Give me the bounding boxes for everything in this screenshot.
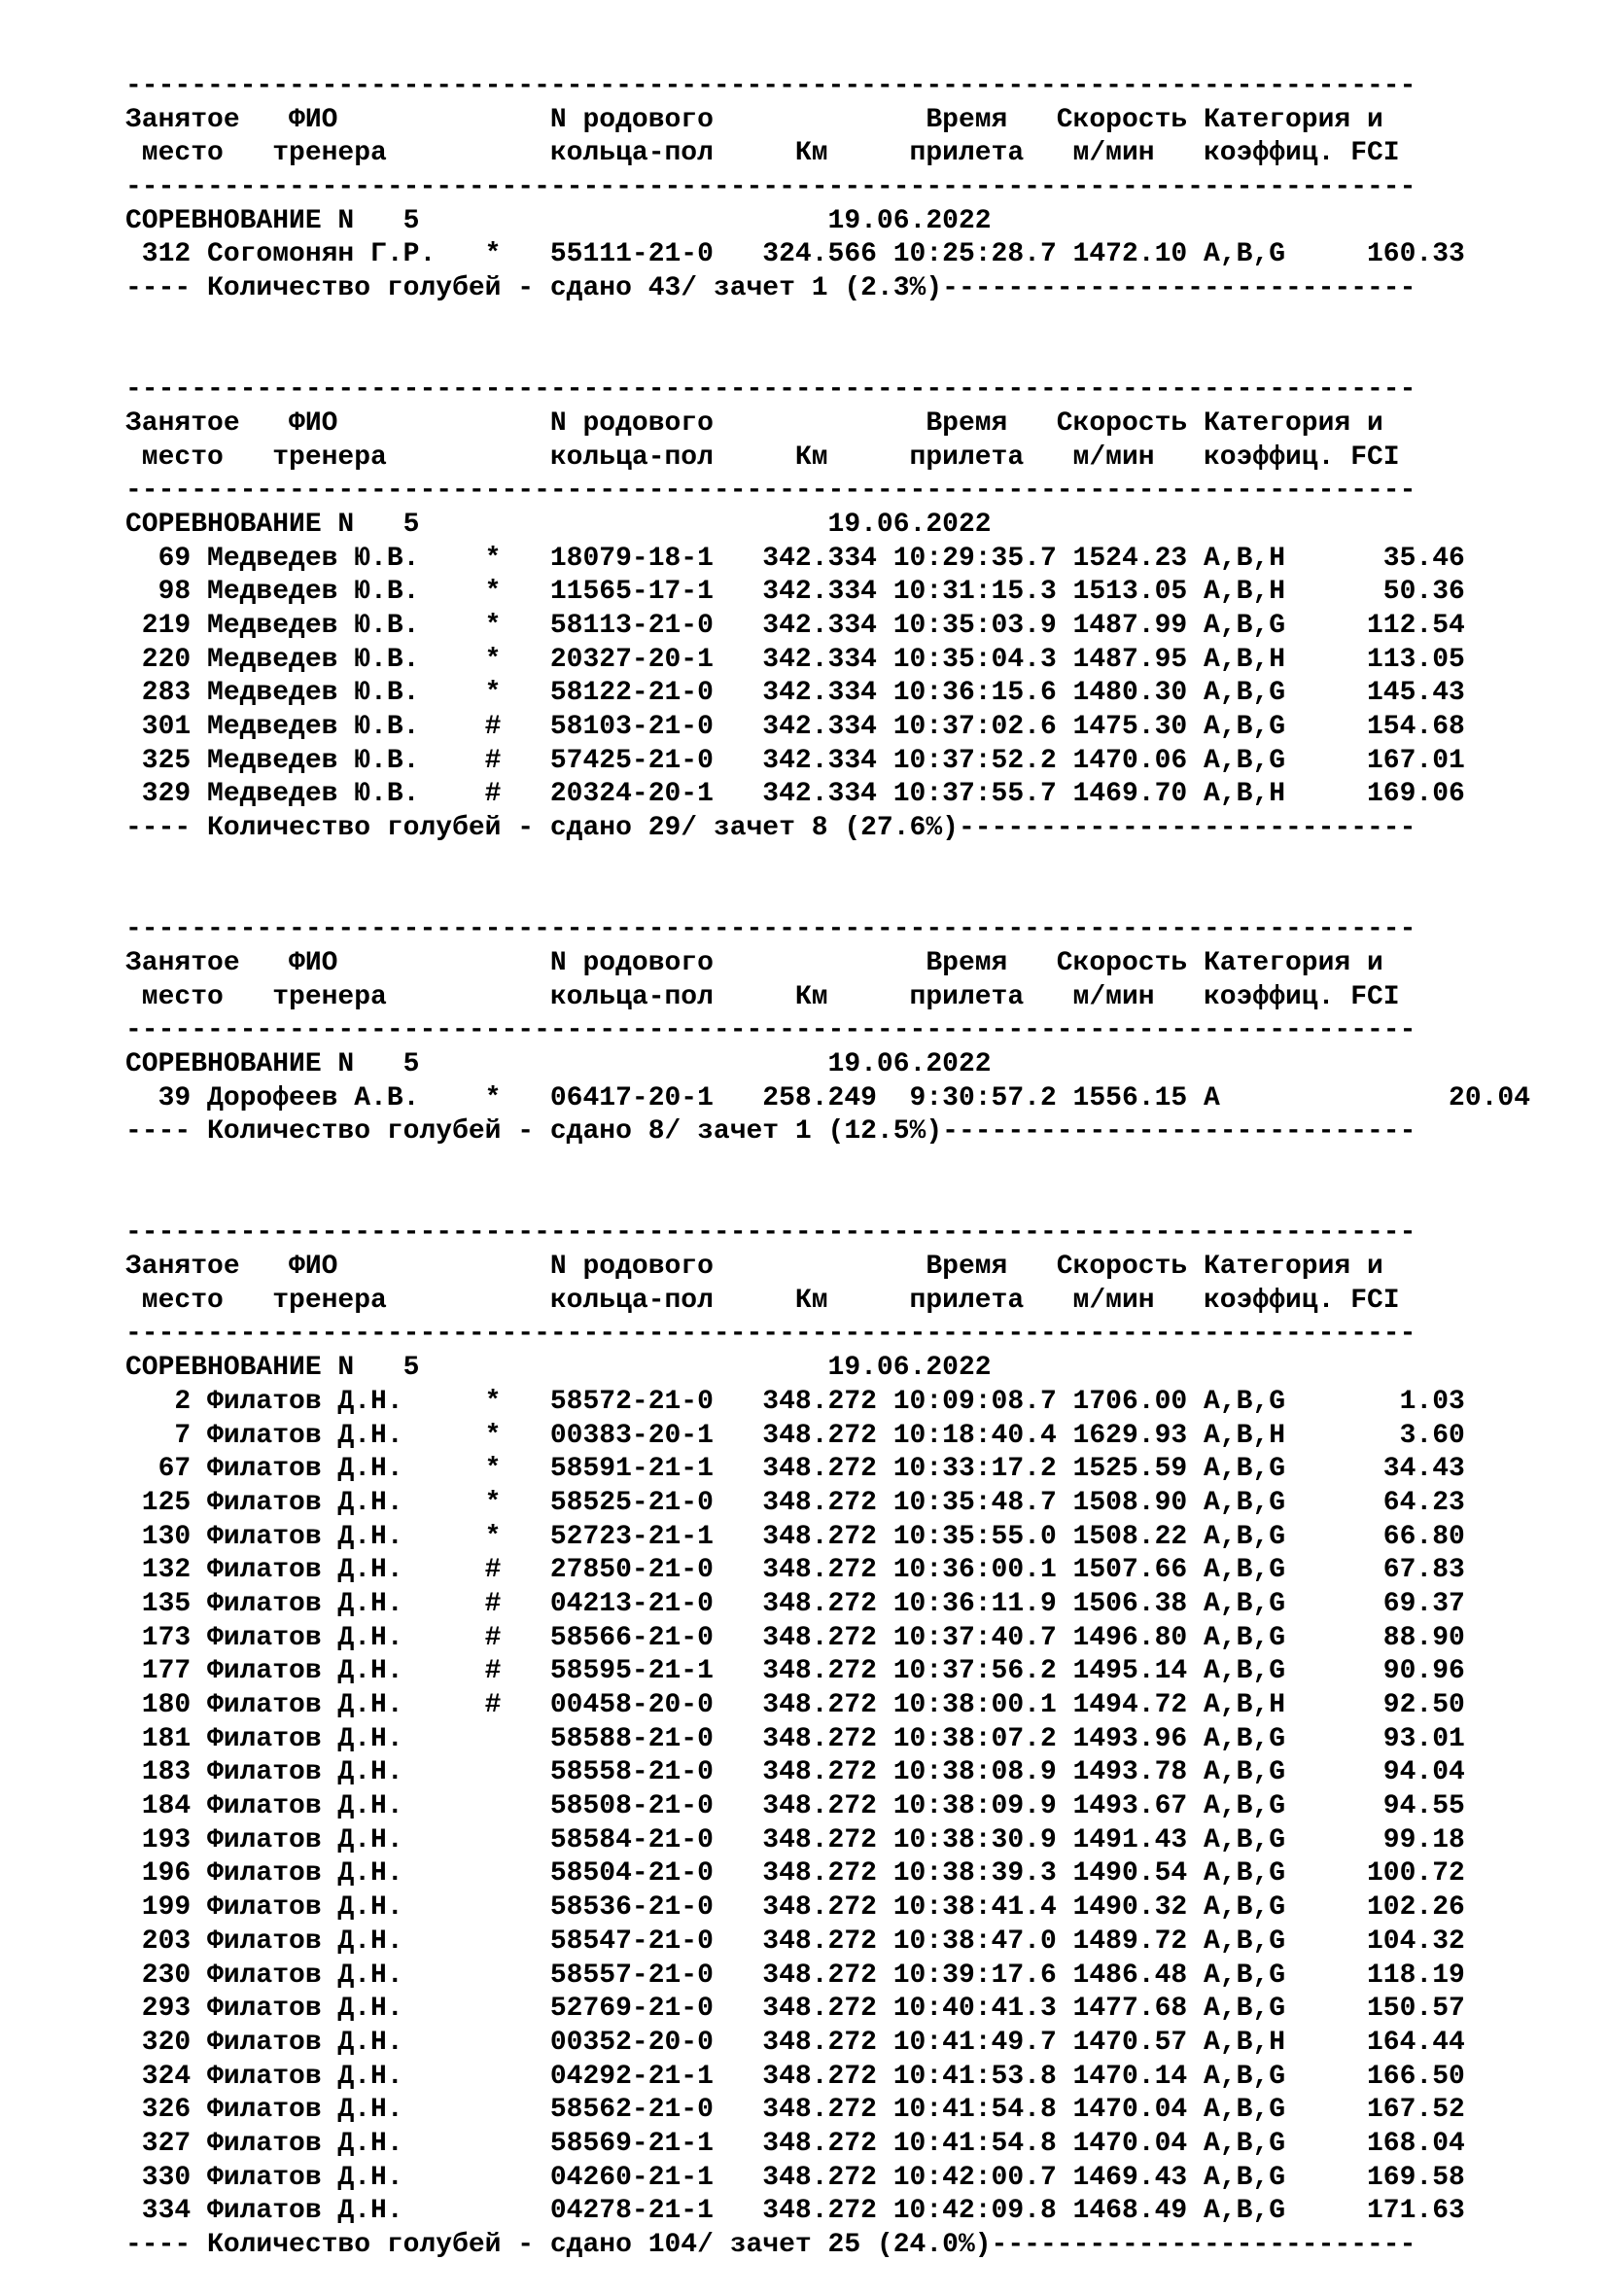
competition-title: СОРЕВНОВАНИЕ N 5 19.06.2022 [125, 509, 992, 540]
column-header-line-2: место тренера кольца-пол Км прилета м/мин коэффиц. FCI [125, 138, 1400, 169]
spacer [125, 2263, 1530, 2296]
result-row: 220 Медведев Ю.В. * 20327-20-1 342.334 10:35:04.3 1487.95 A,B,H 113.05 [125, 644, 1465, 675]
result-row: 130 Филатов Д.Н. * 52723-21-1 348.272 10:35:55.0 1508.22 A,B,G 66.80 [125, 1521, 1465, 1552]
result-row: 132 Филатов Д.Н. # 27850-21-0 348.272 10:36:00.1 1507.66 A,B,G 67.83 [125, 1555, 1465, 1586]
column-header-line-1: Занятое ФИО N родового Время Скорость Категория и [125, 407, 1383, 439]
result-row: 334 Филатов Д.Н. 04278-21-1 348.272 10:42:09.8 1468.49 A,B,G 171.63 [125, 2196, 1465, 2227]
result-row: 125 Филатов Д.Н. * 58525-21-0 348.272 10:35:48.7 1508.90 A,B,G 64.23 [125, 1487, 1465, 1518]
result-row: 2 Филатов Д.Н. * 58572-21-0 348.272 10:09:08.7 1706.00 A,B,G 1.03 [125, 1386, 1465, 1417]
result-row: 196 Филатов Д.Н. 58504-21-0 348.272 10:38:39.3 1490.54 A,B,G 100.72 [125, 1858, 1465, 1890]
result-row: 98 Медведев Ю.В. * 11565-17-1 342.334 10:31:15.3 1513.05 A,B,H 50.36 [125, 577, 1465, 608]
column-header-line-1: Занятое ФИО N родового Время Скорость Категория и [125, 104, 1383, 135]
result-row: 326 Филатов Д.Н. 58562-21-0 348.272 10:41:54.8 1470.04 A,B,G 167.52 [125, 2095, 1465, 2126]
competition-title: СОРЕВНОВАНИЕ N 5 19.06.2022 [125, 1353, 992, 1384]
spacer [125, 1149, 1530, 1183]
section-summary: ---- Количество голубей - сдано 104/ зачет 25 (24.0%)-------------------------- [125, 2230, 1416, 2260]
result-row: 329 Медведев Ю.В. # 20324-20-1 342.334 10:37:55.7 1469.70 A,B,H 169.06 [125, 779, 1465, 810]
result-row: 181 Филатов Д.Н. 58588-21-0 348.272 10:38:07.2 1493.96 A,B,G 93.01 [125, 1723, 1465, 1754]
result-row: 69 Медведев Ю.В. * 18079-18-1 342.334 10:29:35.7 1524.23 A,B,H 35.46 [125, 543, 1465, 574]
header-rule: ------------------------------------------------------------------------------- [125, 1218, 1416, 1249]
spacer [125, 306, 1530, 340]
header-rule: ------------------------------------------------------------------------------- [125, 71, 1416, 101]
section-summary: ---- Количество голубей - сдано 43/ зачет 1 (2.3%)----------------------------- [125, 273, 1416, 304]
column-header-line-1: Занятое ФИО N родового Время Скорость Категория и [125, 947, 1383, 978]
result-row: 173 Филатов Д.Н. # 58566-21-0 348.272 10:37:40.7 1496.80 A,B,G 88.90 [125, 1622, 1465, 1653]
result-row: 183 Филатов Д.Н. 58558-21-0 348.272 10:38:08.9 1493.78 A,B,G 94.04 [125, 1757, 1465, 1788]
section-summary: ---- Количество голубей - сдано 8/ зачет 1 (12.5%)----------------------------- [125, 1116, 1416, 1148]
result-row: 230 Филатов Д.Н. 58557-21-0 348.272 10:39:17.6 1486.48 A,B,G 118.19 [125, 1960, 1465, 1991]
header-rule: ------------------------------------------------------------------------------- [125, 1319, 1416, 1350]
result-row: 177 Филатов Д.Н. # 58595-21-1 348.272 10:37:56.2 1495.14 A,B,G 90.96 [125, 1656, 1465, 1687]
result-row: 293 Филатов Д.Н. 52769-21-0 348.272 10:40:41.3 1477.68 A,B,G 150.57 [125, 1994, 1465, 2025]
column-header-line-1: Занятое ФИО N родового Время Скорость Категория и [125, 1252, 1383, 1283]
header-rule: ------------------------------------------------------------------------------- [125, 374, 1416, 406]
competition-title: СОРЕВНОВАНИЕ N 5 19.06.2022 [125, 1048, 992, 1079]
result-row: 184 Филатов Д.Н. 58508-21-0 348.272 10:38:09.9 1493.67 A,B,G 94.55 [125, 1791, 1465, 1822]
header-rule: ------------------------------------------------------------------------------- [125, 1015, 1416, 1046]
result-row: 67 Филатов Д.Н. * 58591-21-1 348.272 10:33:17.2 1525.59 A,B,G 34.43 [125, 1454, 1465, 1485]
result-row: 283 Медведев Ю.В. * 58122-21-0 342.334 10:36:15.6 1480.30 A,B,G 145.43 [125, 678, 1465, 709]
result-row: 39 Дорофеев А.В. * 06417-20-1 258.249 9:30:57.2 1556.15 A 20.04 [125, 1082, 1531, 1113]
header-rule: ------------------------------------------------------------------------------- [125, 172, 1416, 203]
column-header-line-2: место тренера кольца-пол Км прилета м/мин коэффиц. FCI [125, 1285, 1400, 1316]
result-row: 203 Филатов Д.Н. 58547-21-0 348.272 10:38:47.0 1489.72 A,B,G 104.32 [125, 1925, 1465, 1957]
result-row: 301 Медведев Ю.В. # 58103-21-0 342.334 10:37:02.6 1475.30 A,B,G 154.68 [125, 712, 1465, 743]
result-row: 320 Филатов Д.Н. 00352-20-0 348.272 10:41:49.7 1470.57 A,B,H 164.44 [125, 2027, 1465, 2058]
column-header-line-2: место тренера кольца-пол Км прилета м/мин коэффиц. FCI [125, 442, 1400, 473]
competition-title: СОРЕВНОВАНИЕ N 5 19.06.2022 [125, 205, 992, 236]
spacer [125, 340, 1530, 374]
results-document [125, 70, 1530, 2296]
result-row: 324 Филатов Д.Н. 04292-21-1 348.272 10:41:53.8 1470.14 A,B,G 166.50 [125, 2061, 1465, 2092]
result-row: 312 Согомонян Г.Р. * 55111-21-0 324.566 10:25:28.7 1472.10 A,B,G 160.33 [125, 239, 1465, 270]
result-row: 180 Филатов Д.Н. # 00458-20-0 348.272 10:38:00.1 1494.72 A,B,H 92.50 [125, 1690, 1465, 1720]
result-row: 7 Филатов Д.Н. * 00383-20-1 348.272 10:18:40.4 1629.93 A,B,H 3.60 [125, 1420, 1465, 1451]
result-row: 193 Филатов Д.Н. 58584-21-0 348.272 10:38:30.9 1491.43 A,B,G 99.18 [125, 1824, 1465, 1855]
column-header-line-2: место тренера кольца-пол Км прилета м/мин коэффиц. FCI [125, 981, 1400, 1012]
header-rule: ------------------------------------------------------------------------------- [125, 476, 1416, 507]
section-summary: ---- Количество голубей - сдано 29/ зачет 8 (27.6%)---------------------------- [125, 813, 1416, 844]
spacer [125, 880, 1530, 914]
result-row: 199 Филатов Д.Н. 58536-21-0 348.272 10:38:41.4 1490.32 A,B,G 102.26 [125, 1892, 1465, 1924]
result-row: 330 Филатов Д.Н. 04260-21-1 348.272 10:42:00.7 1469.43 A,B,G 169.58 [125, 2162, 1465, 2193]
spacer [125, 1183, 1530, 1218]
spacer [125, 846, 1530, 880]
result-row: 325 Медведев Ю.В. # 57425-21-0 342.334 10:37:52.2 1470.06 A,B,G 167.01 [125, 745, 1465, 776]
header-rule: ------------------------------------------------------------------------------- [125, 914, 1416, 945]
result-row: 219 Медведев Ю.В. * 58113-21-0 342.334 10:35:03.9 1487.99 A,B,G 112.54 [125, 611, 1465, 641]
result-row: 327 Филатов Д.Н. 58569-21-1 348.272 10:41:54.8 1470.04 A,B,G 168.04 [125, 2128, 1465, 2159]
result-row: 135 Филатов Д.Н. # 04213-21-0 348.272 10:36:11.9 1506.38 A,B,G 69.37 [125, 1588, 1465, 1619]
